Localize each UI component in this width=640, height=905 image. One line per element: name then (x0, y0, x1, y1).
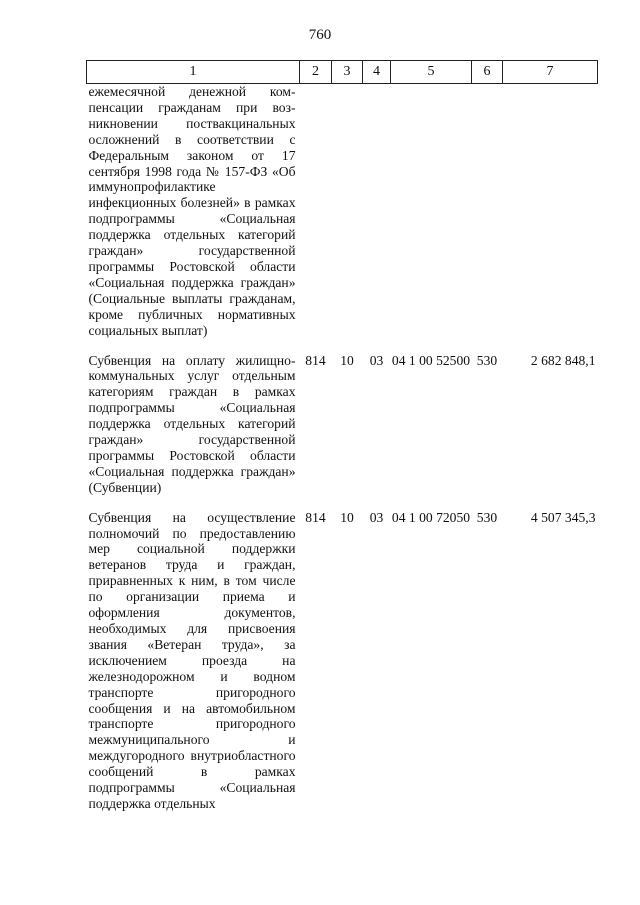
column-header-5: 5 (391, 61, 472, 84)
row-amount: 4 507 345,3 (530, 509, 596, 525)
column-header-1: 1 (87, 61, 300, 84)
column-number-header-row (87, 61, 598, 84)
row-section-code: 10 (340, 509, 354, 525)
table-row (87, 353, 598, 496)
row-ministry-code (300, 84, 332, 339)
row-section-code (332, 84, 363, 339)
row-target-code: 04 1 00 72050 (391, 509, 471, 525)
row-amount: 2 682 848,1 (530, 352, 596, 368)
row-description: Субвенция на осуществление полномочий по предоставлению мер социальной поддержки ветеранов труда и граждан, приравненных к ним, в том числе по организации приема и оформления документов, необходимых для присвоения звания «Ветеран труда», за исключением проезда на железнодорожном и водном транспорте пригородного сообщения и на автомобильном транспорте пригородного межмуниципального и междугородного внутриобластного сообщений в рамках подпрограммы «Социальная поддержка отдельных (88, 509, 296, 811)
row-target-code (391, 84, 472, 339)
page-number: 760 (308, 27, 332, 43)
row-expense-type-code: 530 (476, 352, 498, 368)
column-header-3: 3 (332, 61, 363, 84)
budget-table (86, 60, 598, 812)
column-header-2: 2 (300, 61, 332, 84)
row-section-code: 10 (340, 352, 354, 368)
column-header-4: 4 (363, 61, 391, 84)
column-header-7: 7 (503, 61, 598, 84)
row-spacer (87, 496, 598, 510)
row-description: ежемесячной денежной компенсации гражданам при возникновении поствакцинальных осложнений в соответствии с Федеральным законом от 17 сентября 1998 года № 157-ФЗ «Об иммунопрофилактике инфекционных болезней» в рамках подпрограммы «Социальная поддержка отдельных категорий граждан» государственной программы Ростовской области «Социальная поддержка граждан» (Социальные выплаты гражданам, кроме публичных нормативных социальных выплат) (88, 84, 296, 338)
row-ministry-code: 814 (305, 352, 326, 368)
row-target-code: 04 1 00 52500 (391, 352, 471, 368)
row-subsection-code: 03 (369, 352, 384, 368)
row-amount (503, 84, 598, 339)
row-expense-type-code (472, 84, 503, 339)
table-row (87, 84, 598, 339)
row-spacer (87, 339, 598, 353)
row-expense-type-code: 530 (476, 509, 498, 525)
table-row (87, 510, 598, 812)
row-subsection-code (363, 84, 391, 339)
row-ministry-code: 814 (305, 509, 326, 525)
column-header-6: 6 (472, 61, 503, 84)
row-description: Субвенция на оплату жилищно-коммунальных услуг отдельным категориям граждан в рамках подпрограммы «Социальная поддержка отдельных категорий граждан» государственной программы Ростовской области «Социальная поддержка граждан» (Субвенции) (88, 352, 296, 495)
row-subsection-code: 03 (369, 509, 384, 525)
